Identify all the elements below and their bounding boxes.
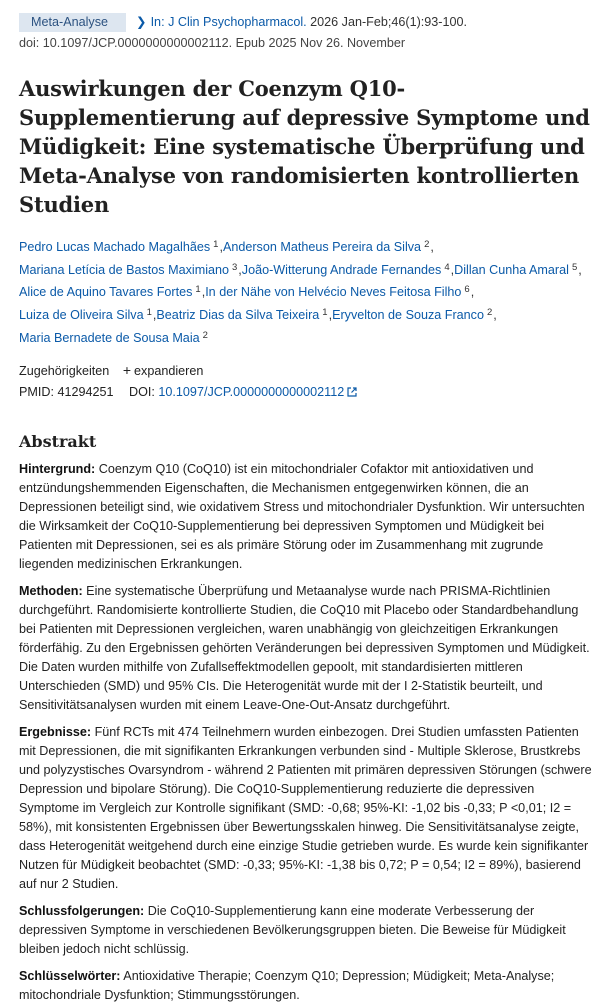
conclusions-label: Schlussfolgerungen: — [19, 903, 145, 918]
author-affiliation-number[interactable]: 3 — [232, 261, 238, 273]
affiliations-row — [19, 361, 597, 381]
abstract-conclusions — [19, 902, 597, 959]
author-affiliation-number[interactable]: 6 — [464, 284, 470, 296]
citation-row — [19, 0, 597, 32]
author-separator: , — [219, 240, 223, 254]
abstract-body — [19, 460, 597, 1005]
results-text: Fünf RCTs mit 474 Teilnehmern wurden einbezogen. Drei Studien umfassten Patienten mit Depressionen, die mit signifikanten Erkrankungen verbunden sind - Multiple Sklerose, Brustkrebs und polyzystisches Ovarsyndrom - während 2 Patienten mit primären depressiven Störungen (schwere Depression und bipolare Störung). Die CoQ10-Supplementierung reduzierte die depressiven Symptome im Vergleich zur Kontrolle signifikant (SMD: -0,68; 95%-KI: -1,02 bis -0,33; P <0,01; I2 = 58%), mit konsistenten Ergebnissen über Bewertungsskalen hinweg. Die Sensitivitätsanalyse zeigte, dass Heterogenität weitgehend durch eine einzige Studie getrieben wurde. Es wurde kein signifikanter Nutzen für Müdigkeit beobachtet (SMD: -0,33; 95%-KI: -1,38 bis 0,72; P = 0,54; I2 = 89%), basierend auf nur 2 Studien. — [19, 724, 592, 891]
abstract-heading: Abstrakt — [19, 431, 97, 451]
pmid-label: PMID: — [19, 384, 54, 399]
abstract-keywords — [19, 967, 597, 1005]
author-separator: , — [430, 240, 434, 254]
journal-link[interactable]: In: J Clin Psychopharmacol. — [150, 15, 307, 29]
author-link[interactable]: Anderson Matheus Pereira da Silva — [222, 240, 422, 254]
author-affiliation-number[interactable]: 1 — [195, 284, 201, 296]
author-affiliation-number[interactable]: 2 — [486, 307, 493, 319]
doi-label: DOI: — [129, 384, 155, 399]
author-link[interactable]: In der Nähe von Helvécio Neves Feitosa Filho — [205, 285, 462, 300]
author-link[interactable]: Alice de Aquino Tavares Fortes — [19, 285, 193, 300]
author-separator: , — [578, 262, 582, 277]
external-link-icon — [347, 387, 357, 397]
author-link[interactable]: Maria Bernadete de Sousa Maia — [19, 330, 200, 345]
author-separator: , — [201, 285, 206, 300]
author-separator: , — [328, 308, 333, 323]
author-separator: , — [238, 262, 242, 277]
author-affiliation-number[interactable]: 1 — [146, 307, 152, 319]
article-title: Auswirkungen der Coenzym Q10-Supplementierung auf depressive Symptome und Müdigkeit: Eine systematische Überprüfung und Meta-Analyse von randomisierten kontrollierten Studien — [19, 76, 590, 217]
keywords-label: Schlüsselwörter: — [19, 968, 121, 983]
journal-issue: 2026 Jan-Feb;46(1):93-100. — [310, 15, 467, 29]
conclusions-text: Die CoQ10-Supplementierung kann eine moderate Verbesserung der depressiven Symptome in verschiedenen Bevölkerungsgruppen bieten. Die Beweise für Müdigkeit bleiben jedoch nicht schlüssig. — [19, 903, 566, 956]
methods-label: Methoden: — [19, 583, 83, 598]
doi-link-text: 10.1097/JCP.0000000000002112 — [158, 384, 345, 399]
author-separator: , — [493, 308, 497, 323]
author-list — [19, 235, 597, 349]
publication-type-badge: Meta-Analyse — [19, 13, 126, 32]
author-link[interactable]: Luiza de Oliveira Silva — [19, 308, 144, 323]
author-link[interactable]: Beatriz Dias da Silva Teixeira — [156, 308, 320, 323]
author-link[interactable]: João-Witterung Andrade Fernandes — [241, 262, 442, 277]
author-separator: , — [450, 262, 455, 277]
pmid-value: 41294251 — [57, 384, 114, 399]
methods-text: Eine systematische Überprüfung und Metaanalyse wurde nach PRISMA-Richtlinien durchgeführt. Randomisierte kontrollierte Studien, die CoQ10 mit Placebo oder Standardbehandlung bei Patienten mit Depressionen vergleichen, waren unabhängig von gleichzeitigen Erkrankungen förderfähig. Zu den Ergebnissen gehörten Veränderungen bei depressiven Symptomen und Müdigkeit. Die Daten wurden mithilfe von Zufallseffektmodellen gepoolt, mit standardisierten mittleren Unterschieden (SMD) und 95% CIs. Die Heterogenität wurde mit der I 2-Statistik beurteilt, und Sensitivitätsanalysen wurden mit einem Leave-One-Out-Ansatz durchgeführt. — [19, 583, 590, 712]
chevron-right-icon: ❯ — [136, 15, 147, 29]
author-affiliation-number[interactable]: 1 — [322, 307, 328, 319]
expand-affiliations-button[interactable] — [113, 361, 204, 378]
abstract-results — [19, 723, 597, 894]
doi-epub-line: doi: 10.1097/JCP.0000000000002112. Epub 2025 Nov 26. November — [19, 36, 406, 50]
author-link[interactable]: Dillan Cunha Amaral — [454, 262, 569, 277]
author-affiliation-number[interactable]: 2 — [202, 329, 208, 341]
abstract-methods — [19, 582, 597, 715]
background-label: Hintergrund: — [19, 461, 96, 476]
author-link[interactable]: Mariana Letícia de Bastos Maximiano — [19, 262, 229, 277]
abstract-background — [19, 460, 597, 574]
author-separator: , — [470, 285, 475, 300]
keywords-text: Antioxidative Therapie; Coenzym Q10; Depression; Müdigkeit; Meta-Analyse; mitochondriale Dysfunktion; Stimmungsstörungen. — [19, 968, 555, 1002]
affiliations-label: Zugehörigkeiten — [19, 363, 110, 378]
doi-link[interactable] — [158, 385, 357, 399]
expand-label: expandieren — [134, 363, 204, 378]
author-affiliation-number[interactable]: 1 — [213, 239, 219, 250]
identifiers-row — [19, 383, 597, 402]
background-text: Coenzym Q10 (CoQ10) ist ein mitochondrialer Cofaktor mit antioxidativen und entzündungshemmenden Eigenschaften, die Mechanismen entgegenwirken können, die an Depressionen beteiligt sind, wie oxidativem Stress und mitochondrialer Dysfunktion. Wir untersuchten die Wirksamkeit der CoQ10-Supplementierung bei depressiven Symptomen und Müdigkeit bei Patienten mit Depressionen, sei es als primäre Störung oder im Zusammenhang mit zugrunde liegenden medizinischen Erkrankungen. — [19, 461, 585, 571]
plus-icon: + — [122, 361, 132, 378]
author-affiliation-number[interactable]: 5 — [571, 261, 578, 273]
author-affiliation-number[interactable]: 4 — [444, 261, 450, 273]
results-label: Ergebnisse: — [19, 724, 92, 739]
author-separator: , — [152, 308, 157, 323]
author-link[interactable]: Eryvelton de Souza Franco — [332, 308, 484, 323]
author-link[interactable]: Pedro Lucas Machado Magalhães — [19, 240, 211, 254]
author-affiliation-number[interactable]: 2 — [424, 239, 430, 250]
